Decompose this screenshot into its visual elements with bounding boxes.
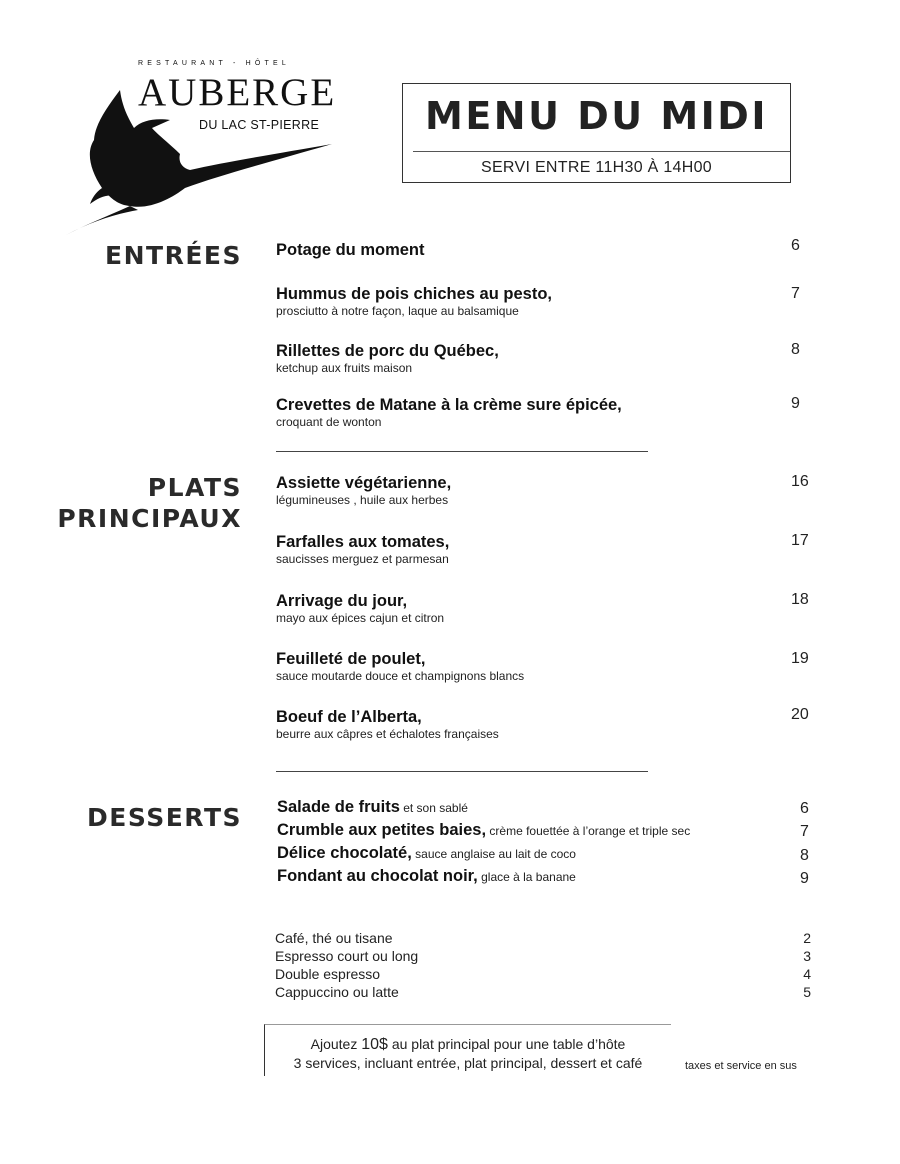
item-description: saucisses merguez et parmesan [276, 552, 449, 566]
menu-item [277, 844, 576, 863]
table-hote-suffix: au plat principal pour une table d’hôte [387, 1036, 626, 1052]
menu-item [277, 867, 576, 886]
item-price: 9 [791, 395, 800, 412]
item-description: légumineuses , huile aux herbes [276, 493, 449, 507]
section-divider [276, 451, 648, 452]
item-price: 7 [791, 285, 800, 302]
item-description: mayo aux épices cajun et citron [276, 611, 445, 625]
table-hote-line2: 3 services, incluant entrée, plat principal, dessert et café [293, 1055, 643, 1071]
item-price: 8 [791, 341, 800, 358]
item-description: sauce moutarde douce et champignons blancs [276, 669, 525, 683]
item-name: Crevettes de Matane à la crème sure épicée, [276, 396, 622, 414]
table-hote-line1 [265, 1035, 671, 1054]
drink-item: Café, thé ou tisane [275, 930, 393, 946]
section-heading-entrees: ENTRÉES [105, 241, 242, 270]
menu-item [276, 707, 816, 741]
item-name: Potage du moment [276, 241, 425, 259]
drink-item: Double espresso [275, 966, 381, 982]
item-price: 6 [800, 800, 809, 817]
item-price: 6 [791, 237, 800, 254]
item-price: 8 [800, 847, 809, 864]
item-name: Délice chocolaté, [277, 844, 412, 862]
item-description: ketchup aux fruits maison [276, 361, 413, 375]
table-hote-box [264, 1024, 671, 1076]
item-price: 16 [791, 473, 809, 490]
drink-price: 3 [803, 948, 811, 964]
item-name: Feuilleté de poulet, [276, 650, 426, 668]
item-price: 18 [791, 591, 809, 608]
drink-item: Cappuccino ou latte [275, 984, 399, 1000]
taxes-note: taxes et service en sus [685, 1060, 797, 1072]
page-title: MENU DU MIDI [425, 94, 768, 138]
logo-place: DU LAC ST-PIERRE [199, 118, 320, 132]
item-description: croquant de wonton [276, 415, 382, 429]
table-hote-prefix: Ajoutez [310, 1036, 362, 1052]
item-price: 9 [800, 870, 809, 887]
drink-price: 2 [803, 930, 811, 946]
menu-title-box [402, 83, 791, 183]
item-description: sauce anglaise au lait de coco [411, 847, 576, 861]
menu-item [276, 395, 816, 429]
item-description: crème fouettée à l’orange et triple sec [486, 824, 691, 838]
item-name: Rillettes de porc du Québec, [276, 342, 499, 360]
item-name: Arrivage du jour, [276, 592, 408, 610]
item-price: 7 [800, 823, 809, 840]
section-heading-desserts: DESSERTS [87, 803, 242, 832]
restaurant-logo [60, 55, 360, 240]
item-name: Crumble aux petites baies, [277, 821, 487, 839]
item-price: 17 [791, 532, 809, 549]
menu-item [276, 341, 816, 375]
section-divider [276, 771, 648, 772]
item-name: Boeuf de l’Alberta, [276, 708, 422, 726]
menu-item [276, 649, 816, 683]
section-heading-plats-line2: PRINCIPAUX [57, 504, 242, 533]
drink-item: Espresso court ou long [275, 948, 419, 964]
item-description: prosciutto à notre façon, laque au balsamique [276, 304, 519, 318]
logo-name: AUBERGE [138, 71, 337, 114]
menu-item [277, 798, 468, 817]
item-description: et son sablé [399, 801, 468, 815]
item-name: Assiette végétarienne, [276, 474, 452, 492]
service-hours: SERVI ENTRE 11H30 À 14H00 [480, 159, 712, 176]
menu-item [277, 821, 690, 840]
menu-item [276, 473, 816, 507]
menu-item [276, 532, 816, 566]
item-description: beurre aux câpres et échalotes françaises [276, 727, 499, 741]
drink-price: 4 [803, 966, 811, 982]
logo-subtitle: RESTAURANT - HÔTEL [138, 60, 290, 67]
title-divider [413, 151, 790, 152]
item-description: glace à la banane [477, 870, 576, 884]
item-price: 19 [791, 650, 809, 667]
table-hote-amount: 10$ [361, 1036, 388, 1053]
menu-item [276, 284, 816, 318]
item-name: Fondant au chocolat noir, [277, 867, 478, 885]
section-heading-plats [57, 472, 242, 534]
item-name: Hummus de pois chiches au pesto, [276, 285, 552, 303]
item-price: 20 [791, 706, 809, 723]
section-heading-plats-line1: PLATS [147, 473, 242, 502]
item-name: Salade de fruits [277, 798, 400, 816]
item-name: Farfalles aux tomates, [276, 533, 450, 551]
drink-price: 5 [803, 984, 811, 1000]
menu-item [276, 240, 816, 260]
menu-item [276, 591, 816, 625]
